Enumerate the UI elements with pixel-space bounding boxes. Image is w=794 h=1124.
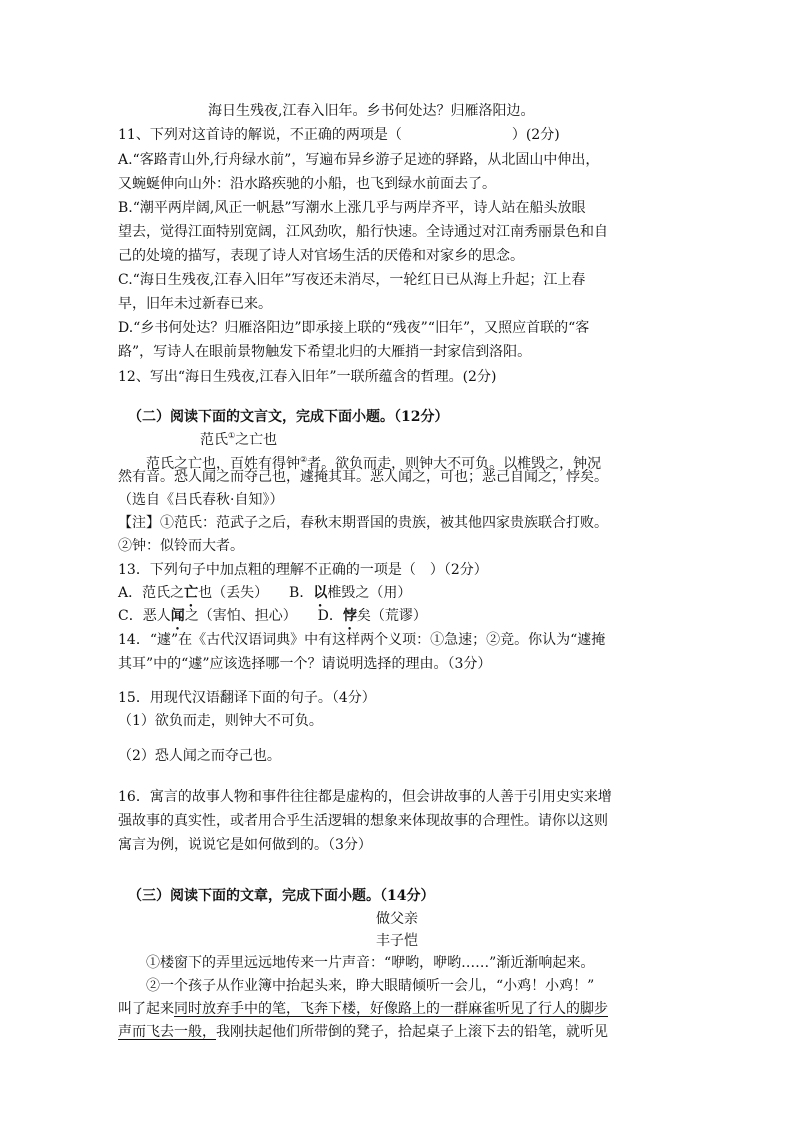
text-part: 者。欲负而走，则钟大不可负。以椎毁之，钟况: [307, 456, 602, 472]
annotation-line-1: 【注】①范氏：范武子之后，春秋末期晋国的贵族，被其他四家贵族联合打败。: [118, 515, 608, 531]
option-b-key-char: 以: [313, 585, 328, 601]
option-d-line-1: D.“乡书何处达？归雁洛阳边”即承接上联的“残夜”“旧年”，又照应首联的“客: [118, 320, 590, 336]
article-title: 做父亲: [376, 911, 418, 927]
option-c-suffix: 之（害怕、担心）: [184, 608, 297, 624]
question-16-line-1: 16．寓言的故事人物和事件往往都是虚构的，但会讲故事的人善于引用史实来增: [118, 789, 612, 805]
option-c-prefix: C．恶人: [118, 608, 171, 624]
footnote-mark-2: ②: [300, 455, 308, 464]
underlined-sentence: 声而飞去一般，: [118, 1024, 216, 1040]
option-b-line-2: 望去，觉得江面特别宽阔，江风劲吹，船行快速。全诗通过对江南秀丽景色和自: [118, 224, 608, 240]
option-a-key-char: 亡: [184, 585, 199, 601]
text-part: 叫了起来: [118, 1001, 174, 1017]
question-11-stem: [118, 125, 560, 145]
question-11-text: 11、下列对这首诗的解说，不正确的两项是（: [118, 127, 402, 143]
option-a-line-1: A.“客路青山外,行舟绿水前”，写遍布异乡游子足迹的驿路，从北固山中伸出，: [118, 152, 600, 168]
option-b-line-3: 己的处境的描写，表现了诗人对官场生活的厌倦和对家乡的思念。: [118, 248, 524, 264]
option-c-key-char: 闻: [170, 608, 185, 624]
question-15-item-1: （1）欲负而走，则钟大不可负。: [118, 713, 323, 729]
section-3-heading: （三）阅读下面的文章，完成下面小题。（14分）: [128, 888, 435, 904]
option-d-line-2: 路”，写诗人在眼前景物触发下希望北归的大雁捎一封家信到洛阳。: [118, 344, 532, 360]
question-14-line-1: 14．“遽”在《古代汉语词典》中有这样两个义项：①急速；②竞。你认为“遽掩: [118, 632, 606, 648]
article-paragraph-1: ①楼窗下的弄里远远地传来一片声音：“咿哟，咿哟……”渐近渐响起来。: [146, 955, 595, 971]
option-d-suffix: 矣（荒谬）: [356, 608, 427, 624]
question-13: 13．下列句子中加点粗的理解不正确的一项是（ ）（2分）: [118, 562, 488, 578]
question-11-score: ）(2分): [511, 127, 560, 143]
option-a-prefix: A．范氏之: [118, 585, 185, 601]
question-13-options-cd: [118, 606, 427, 633]
footnote-mark-1: ①: [228, 431, 236, 440]
option-c-line-1: C.“海日生残夜,江春入旧年”写夜还未消尽，一轮红日已从海上升起；江上春: [118, 272, 586, 288]
question-12: 12、写出“海日生残夜,江春入旧年”一联所蕴含的哲理。(2分): [118, 369, 497, 385]
text-part: 范氏之亡也，百姓有得钟: [146, 456, 300, 472]
article-author: 丰子恺: [376, 933, 418, 949]
classical-text-source: （选自《吕氏春秋·自知》）: [118, 492, 284, 508]
article-paragraph-2-line-2: [118, 999, 608, 1019]
option-a-line-2: 又蜿蜒伸向山外：沿水路疾驰的小船，也飞到绿水前面去了。: [118, 176, 496, 192]
annotation-line-2: ②钟：似铃而大者。: [118, 538, 244, 554]
question-16-line-2: 强故事的真实性，或者用合乎生活逻辑的想象来体现故事的合理性。请你以这则: [118, 813, 608, 829]
text-part: 我刚扶起他们所带倒的凳子，拾起桌子上滚下去的铅笔，就听见: [216, 1024, 608, 1040]
poem-last-line: 海日生残夜,江春入旧年。乡书何处达？归雁洛阳边。: [208, 103, 535, 119]
question-15: 15．用现代汉语翻译下面的句子。（4分）: [118, 690, 376, 706]
title-part-2: 之亡也: [235, 432, 278, 448]
option-b-prefix: B．: [289, 585, 314, 601]
title-part-1: 范氏: [200, 432, 228, 448]
article-paragraph-2-line-3: [118, 1022, 608, 1042]
section-2-heading: （二）阅读下面的文言文，完成下面小题。（12分）: [128, 409, 449, 425]
question-15-item-2: （2）恐人闻之而夺己也。: [118, 748, 281, 764]
underlined-sentence: 同时放弃手中的笔，飞奔下楼，好像路上的一群麻雀听见了行人的脚步: [174, 1001, 608, 1017]
classical-text-title: [200, 430, 277, 450]
option-d-key-char: 悖: [342, 608, 357, 624]
option-b-line-1: B.“潮平两岸阔,风正一帆悬”写潮水上涨几乎与两岸齐平，诗人站在船头放眼: [118, 200, 586, 216]
question-14-line-2: 其耳”中的“遽”应该选择哪一个？请说明选择的理由。（3分）: [118, 656, 492, 672]
option-b-suffix: 椎毁之（用）: [327, 585, 412, 601]
option-c-line-2: 早，旧年未过新春已来。: [118, 296, 272, 312]
classical-text-line-2: 然有音。恐人闻之而夺己也，遽掩其耳。恶人闻之，可也；恶己自闻之，悖矣。: [118, 469, 608, 485]
option-d-prefix: D．: [317, 608, 343, 624]
option-a-suffix: 也（丢失）: [198, 585, 269, 601]
question-16-line-3: 寓言为例，说说它是如何做到的。（3分）: [118, 837, 372, 853]
article-paragraph-2-line-1: ②一个孩子从作业簿中抬起头来，睁大眼睛倾听一会儿，“小鸡！小鸡！”: [146, 978, 595, 994]
